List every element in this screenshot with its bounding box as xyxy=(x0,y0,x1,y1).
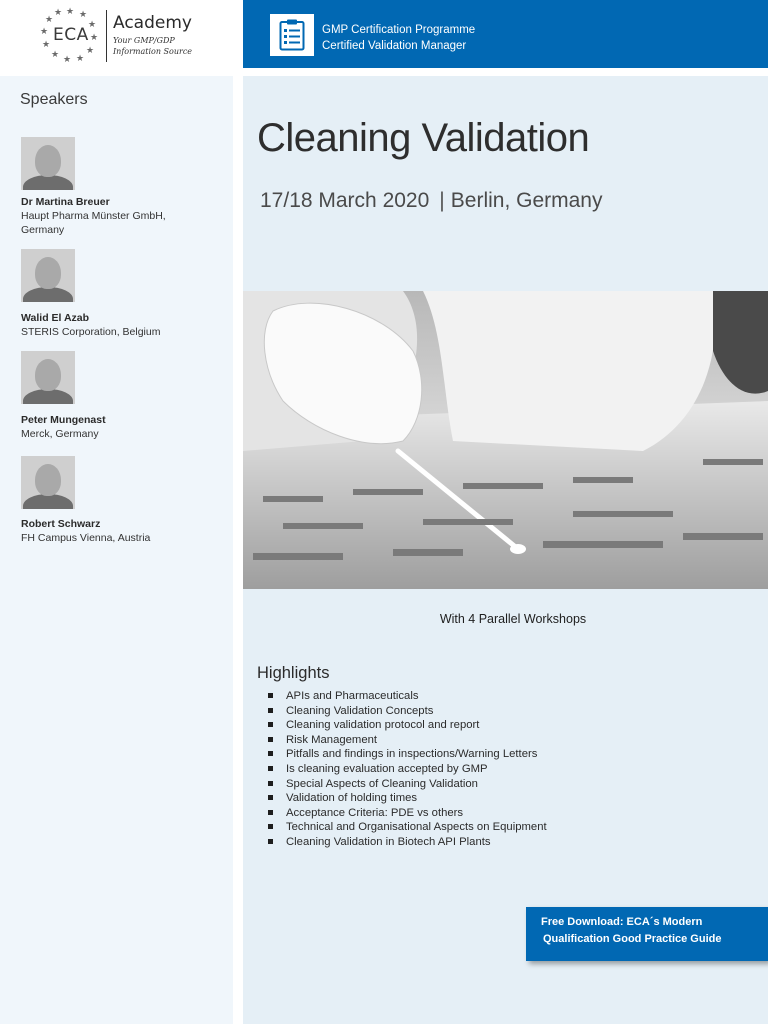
bullet-icon xyxy=(268,766,273,771)
list-item xyxy=(268,747,547,762)
bullet-icon xyxy=(268,824,273,829)
list-item xyxy=(268,820,547,835)
bullet-icon xyxy=(268,708,273,713)
download-line2: Qualification Good Practice Guide xyxy=(543,933,722,945)
event-date-location xyxy=(260,189,602,213)
bullet-icon xyxy=(268,781,273,786)
speaker-name: Dr Martina Breuer xyxy=(21,196,110,208)
hero-swab-image xyxy=(243,291,768,589)
event-date: 17/18 March 2020 xyxy=(260,189,430,212)
main-panel xyxy=(243,76,768,1024)
highlight-text: APIs and Pharmaceuticals xyxy=(286,690,419,702)
list-item xyxy=(268,806,547,821)
highlight-text: Pitfalls and findings in inspections/Warning Letters xyxy=(286,748,538,761)
speaker-org: FH Campus Vienna, Austria xyxy=(21,532,151,544)
speaker-photo xyxy=(21,351,75,404)
logo-name: Academy xyxy=(113,13,192,33)
programme-header xyxy=(243,0,768,68)
highlight-text: Risk Management xyxy=(286,733,378,746)
eca-star-circle-logo: ★ ★ ★ ★ ★ ★ ★ ★ ★ ★ ★ ★ ECA xyxy=(40,7,99,65)
logo-tagline xyxy=(113,35,223,57)
list-item xyxy=(268,733,547,748)
date-separator: | xyxy=(439,189,445,212)
speaker-org-line2: Germany xyxy=(21,224,65,236)
speaker-name: Peter Mungenast xyxy=(21,414,106,426)
page-title: Cleaning Validation xyxy=(257,116,590,160)
speaker-org: Haupt Pharma Münster GmbH, xyxy=(21,210,166,222)
bullet-icon xyxy=(268,839,273,844)
list-item xyxy=(268,704,547,719)
eca-academy-logo xyxy=(0,0,233,68)
list-item xyxy=(268,689,547,704)
list-item xyxy=(268,791,547,806)
speaker-card xyxy=(21,137,221,237)
highlight-text: Cleaning Validation in Biotech API Plants xyxy=(286,835,491,848)
bullet-icon xyxy=(268,693,273,698)
event-location: Berlin, Germany xyxy=(450,189,603,212)
list-item xyxy=(268,718,547,733)
bullet-icon xyxy=(268,810,273,815)
list-item xyxy=(268,777,547,792)
speaker-card xyxy=(21,351,221,441)
certificate-name: Certified Validation Manager xyxy=(322,40,467,52)
speaker-photo xyxy=(21,456,75,509)
workshops-note: With 4 Parallel Workshops xyxy=(439,612,587,626)
speakers-heading: Speakers xyxy=(20,91,88,108)
programme-name: GMP Certification Programme xyxy=(322,24,476,36)
list-item xyxy=(268,762,547,777)
speaker-card xyxy=(21,249,221,339)
speaker-name: Robert Schwarz xyxy=(21,518,101,530)
highlight-text: Cleaning Validation Concepts xyxy=(286,704,434,717)
speaker-card xyxy=(21,456,221,545)
list-item xyxy=(268,835,547,850)
clipboard-checklist-icon xyxy=(270,14,314,56)
speakers-sidebar xyxy=(0,76,233,1024)
highlight-text: Technical and Organisational Aspects on Equipment xyxy=(286,821,547,834)
bullet-icon xyxy=(268,737,273,742)
speaker-org: Merck, Germany xyxy=(21,428,99,440)
bullet-icon xyxy=(268,795,273,800)
logo-tagline-line2: Information Source xyxy=(113,47,193,56)
speaker-org: STERIS Corporation, Belgium xyxy=(21,326,161,338)
speaker-photo xyxy=(21,249,75,302)
highlight-text: Is cleaning evaluation accepted by GMP xyxy=(286,762,488,775)
highlight-text: Special Aspects of Cleaning Validation xyxy=(286,777,478,790)
speaker-name: Walid El Azab xyxy=(21,312,90,324)
bullet-icon xyxy=(268,751,273,756)
logo-divider xyxy=(106,10,107,62)
highlights-heading: Highlights xyxy=(257,664,330,682)
speaker-photo xyxy=(21,137,75,190)
programme-text xyxy=(322,22,475,54)
highlight-text: Cleaning validation protocol and report xyxy=(286,719,480,732)
logo-tagline-line1: Your GMP/GDP xyxy=(113,36,175,45)
highlight-text: Validation of holding times xyxy=(286,792,418,805)
download-line1: Free Download: ECA´s Modern xyxy=(541,916,703,928)
logo-mark-text: ECA xyxy=(53,25,89,45)
highlights-list xyxy=(268,689,547,850)
bullet-icon xyxy=(268,722,273,727)
highlight-text: Acceptance Criteria: PDE vs others xyxy=(286,806,464,819)
free-download-button[interactable] xyxy=(526,907,768,961)
